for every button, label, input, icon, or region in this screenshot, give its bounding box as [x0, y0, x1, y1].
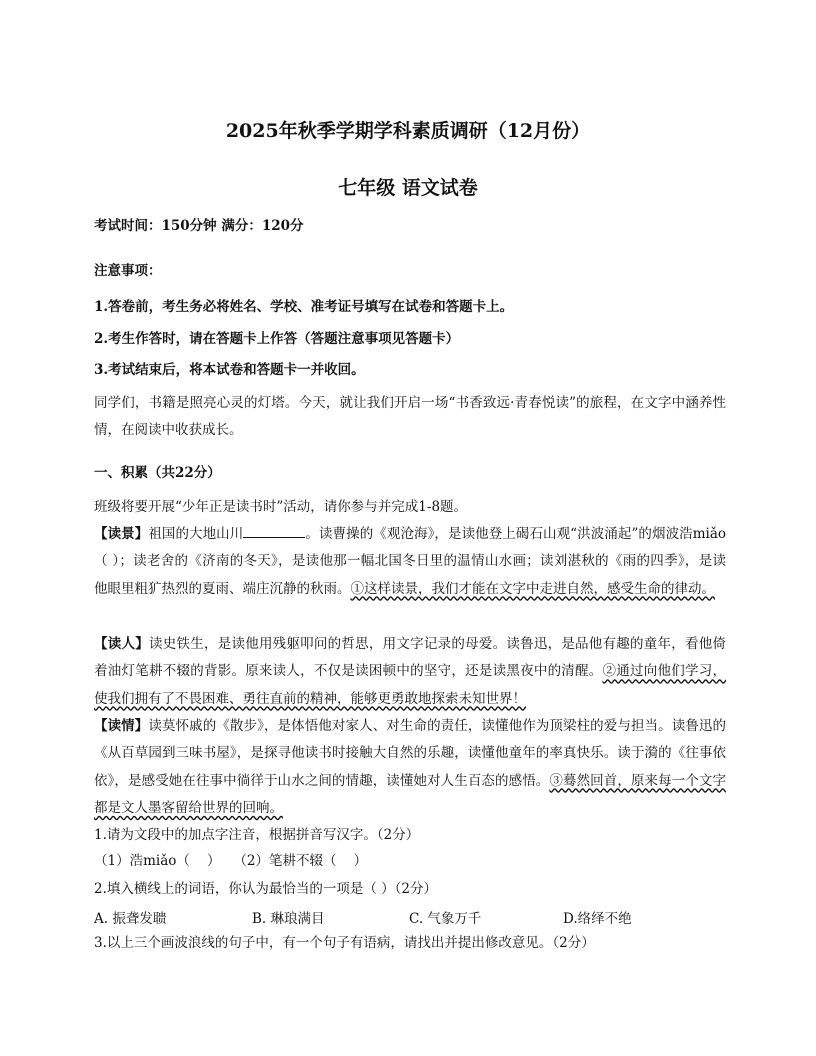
- exam-subtitle: 七年级 语文试卷: [338, 177, 478, 199]
- exam-info: 考试时间：150分钟 满分：120分: [94, 218, 304, 234]
- option-a: A. 振聋发聩: [94, 911, 167, 927]
- paragraph-text: 祖国的大地山川: [148, 526, 244, 542]
- option-c: C. 气象万千: [409, 911, 482, 927]
- fill-blank: [243, 523, 305, 538]
- reading-people-paragraph: [94, 631, 726, 713]
- paragraph-tag: 【读情】: [94, 718, 149, 734]
- question-1: 1.请为文段中的加点字注音，根据拼音写汉字。（2分）: [94, 827, 420, 843]
- paragraph-text: 读莫怀戚的《散步》，是体悟他对家人、对生命的责任，读懂他作为顶梁柱的爱与担当。读鲁迅的《从百草园到三味书屋》，是探寻他读书时接触大自然的乐趣，读懂他童年的率真快乐。读于漪的《往事依依》，是感受她在往事中徜徉于山水之间的情趣，读懂她对人生百态的感悟。: [94, 718, 727, 789]
- section-lead: 班级将要开展“少年正是读书时”活动，请你参与并完成1-8题。: [94, 499, 468, 515]
- wavy-underlined-sentence: ②通过向他们学习，使我们拥有了不畏困难、勇往直前的精神，能够更勇敢地探索未知世界！: [94, 663, 727, 707]
- paragraph-tag: 【读景】: [94, 526, 149, 542]
- notice-item: 1.答卷前，考生务必将姓名、学校、准考证号填写在试卷和答题卡上。: [94, 299, 514, 315]
- question-1-subitems: （1）浩miǎo（ ） （2）笔耕不辍（ ）: [94, 853, 368, 869]
- paragraph-text: 。读曹操的《观沧海》，是读他登上碣石山观“洪波涌起”的烟波浩miǎo（ ）；读老舍的《济南的冬天》，是读他那一幅北国冬日里的温情山水画；读刘湛秋的《雨的四季》，是读他眼里粗犷热烈的夏雨、端庄沉静的秋雨。: [94, 526, 727, 597]
- option-d: D.络绎不绝: [563, 911, 632, 927]
- intro-paragraph: 同学们，书籍是照亮心灵的灯塔。今天，就让我们开启一场“书香致远·青春悦读”的旅程，在文字中涵养性情，在阅读中收获成长。: [94, 395, 726, 439]
- reading-scenery-paragraph: [94, 521, 726, 603]
- paragraph-text: 读史铁生，是读他用残躯叩问的哲思，用文字记录的母爱。读鲁迅，是品他有趣的童年，看他倚着油灯笔耕不辍的背影。原来读人，不仅是读困顿中的坚守，还是读黑夜中的清醒。: [94, 636, 727, 680]
- question-2: 2.填入横线上的词语，你认为最恰当的一项是（ ）（2分）: [94, 881, 438, 897]
- wavy-underlined-sentence: ①这样读景，我们才能在文字中走进自然，感受生命的律动。: [350, 580, 715, 597]
- paragraph-tag: 【读人】: [94, 636, 149, 652]
- notice-item: 2.考生作答时，请在答题卡上作答（答题注意事项见答题卡）: [94, 331, 460, 347]
- notice-heading: 注意事项：: [94, 263, 162, 279]
- wavy-underlined-sentence: ③蓦然回首，原来每一个文字都是文人墨客留给世界的回响。: [94, 772, 726, 817]
- section-heading: 一、积累（共22分）: [94, 465, 221, 481]
- option-b: B. 琳琅满目: [252, 911, 325, 927]
- reading-emotion-paragraph: [94, 713, 726, 823]
- exam-title: 2025年秋季学期学科素质调研（12月份）: [225, 120, 591, 142]
- question-3: 3.以上三个画波浪线的句子中，有一个句子有语病，请找出并提出修改意见。（2分）: [94, 935, 595, 951]
- notice-item: 3.考试结束后，将本试卷和答题卡一并收回。: [94, 362, 365, 378]
